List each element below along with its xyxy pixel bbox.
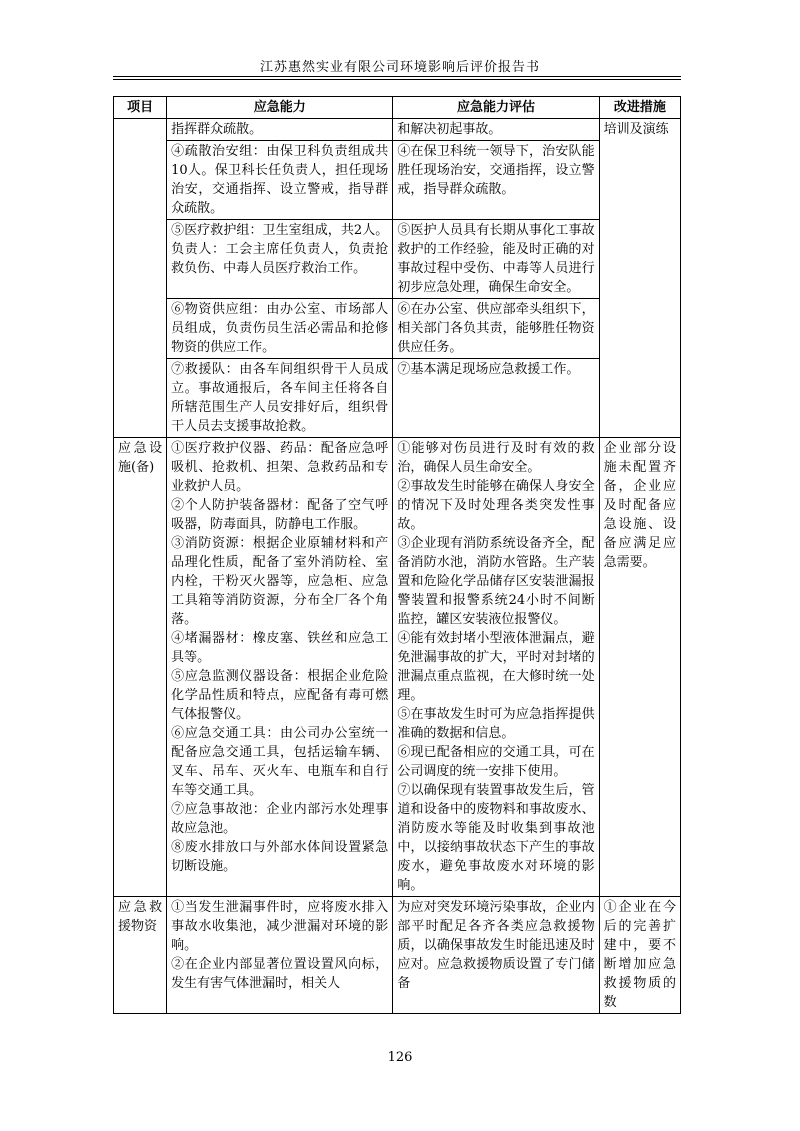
measure-cell: 培训及演练	[599, 119, 680, 438]
assessment-cell: ⑦基本满足现场应急救援工作。	[393, 359, 599, 438]
table-header-row	[114, 97, 681, 119]
header-assessment: 应急能力评估	[393, 97, 599, 119]
category-cell: 应急救援物资	[114, 897, 167, 1014]
measure-cell: ①企业在今后的完善扩建中，要不断增加应急救援物质的数	[599, 897, 680, 1014]
header-project: 项目	[114, 97, 167, 119]
table-row	[114, 119, 681, 141]
measure-cell: 企业部分设施未配置齐备，企业应及时配备应急设施、设备应满足应急需要。	[599, 438, 680, 897]
table-row	[114, 220, 681, 299]
ability-cell: ⑦救援队：由各车间组织骨干人员成立。事故通报后，各车间主任将各自所辖范围生产人员安排好后，组织骨干人员去支援事故抢救。	[167, 359, 393, 438]
table-row	[114, 141, 681, 220]
ability-cell: ①当发生泄漏事件时，应将废水排入事故水收集池，减少泄漏对环境的影响。 ②在企业内部显著位置设置风向标，发生有害气体泄漏时，相关人	[167, 897, 393, 1014]
table-row	[114, 438, 681, 897]
emergency-capability-table	[113, 96, 681, 1014]
ability-cell: ④疏散治安组：由保卫科负责组成共10人。保卫科长任负责人，担任现场治安，交通指挥、设立警戒，指导群众疏散。	[167, 141, 393, 220]
assessment-cell: ⑤医护人员具有长期从事化工事故救护的工作经验，能及时正确的对事故过程中受伤、中毒等人员进行初步应急处理，确保生命安全。	[393, 220, 599, 299]
header-rule	[113, 76, 681, 77]
assessment-cell: 为应对突发环境污染事故，企业内部平时配足各齐各类应急救援物质，以确保事故发生时能迅速及时应对。应急救援物质设置了专门储备	[393, 897, 599, 1014]
category-cell: 应急设施(备)	[114, 438, 167, 897]
ability-cell: ⑥物资供应组：由办公室、市场部人员组成，负责伤员生活必需品和抢修物资的供应工作。	[167, 299, 393, 359]
assessment-cell: ④在保卫科统一领导下，治安队能胜任现场治安，交通指挥，设立警戒，指导群众疏散。	[393, 141, 599, 220]
header-ability: 应急能力	[167, 97, 393, 119]
ability-cell: ①医疗救护仪器、药品：配备应急呼吸机、抢救机、担架、急救药品和专业救护人员。 ②个人防护装备器材：配备了空气呼吸器，防毒面具，防静电工作服。 ③消防资源：根据企业原辅材料和产品理化性质，配备了室外消防栓、室内栓，干粉灭火器等，应急柜、应急工具箱等消防资源，分布全厂各个角落。 ④堵漏器材：橡皮塞、铁丝和应急工具等。 ⑤应急监测仪器设备：根据企业危险化学品性质和特点，应配备有毒可燃气体报警仪。 ⑥应急交通工具：由公司办公室统一配备应急交通工具，包括运输车辆、叉车、吊车、灭火车、电瓶车和自行车等交通工具。 ⑦应急事故池：企业内部污水处理事故应急池。 ⑧废水排放口与外部水体间设置紧急切断设施。	[167, 438, 393, 897]
assessment-cell: ①能够对伤员进行及时有效的救治，确保人员生命安全。 ②事故发生时能够在确保人身安全的情况下及时处理各类突发性事故。 ③企业现有消防系统设备齐全，配备消防水池，消防水管路。生产装置和危险化学品储存区安装泄漏报警装置和报警系统24小时不间断监控，罐区安装液位报警仪。 ④能有效封堵小型液体泄漏点，避免泄漏事故的扩大，平时对封堵的泄漏点重点监视，在大修时统一处理。 ⑤在事故发生时可为应急指挥提供准确的数据和信息。 ⑥现已配备相应的交通工具，可在公司调度的统一安排下使用。 ⑦以确保现有装置事故发生后，管道和设备中的废物料和事故废水、消防废水等能及时收集到事故池中，以接纳事故状态下产生的事故废水，避免事故废水对环境的影响。	[393, 438, 599, 897]
table-row	[114, 359, 681, 438]
table-row	[114, 897, 681, 1014]
assessment-cell: ⑥在办公室、供应部牵头组织下，相关部门各负其责，能够胜任物资供应任务。	[393, 299, 599, 359]
header-rule-secondary	[113, 79, 681, 80]
header-measure: 改进措施	[599, 97, 680, 119]
assessment-cell: 和解决初起事故。	[393, 119, 599, 141]
category-cell-empty	[114, 119, 167, 438]
page-number: 126	[387, 1050, 413, 1065]
ability-cell: 指挥群众疏散。	[167, 119, 393, 141]
document-header-title: 江苏惠然实业有限公司环境影响后评价报告书	[259, 60, 540, 75]
table-row	[114, 299, 681, 359]
ability-cell: ⑤医疗救护组：卫生室组成，共2人。负责人：工会主席任负责人，负责抢救负伤、中毒人员医疗救治工作。	[167, 220, 393, 299]
